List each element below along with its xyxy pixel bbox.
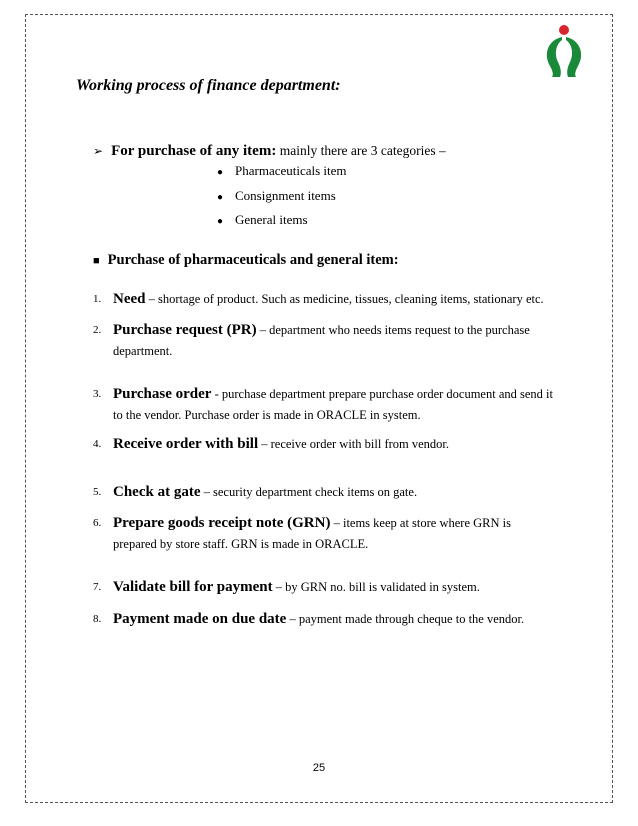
step-item: 1. Need – shortage of product. Such as medicine, tissues, cleaning items, stationary etc. xyxy=(93,291,544,307)
purchase-categories-intro xyxy=(93,143,446,160)
step-title: Payment made on due date xyxy=(113,611,287,627)
step-title: Validate bill for payment xyxy=(113,579,273,595)
arrow-bullet-icon: ➢ xyxy=(93,144,104,158)
step-item: 2. Purchase request (PR) – department who needs items request to the purchase department. xyxy=(93,322,530,358)
sub-heading: ■ Purchase of pharmaceuticals and general item: xyxy=(93,252,399,268)
step-item: 3. Purchase order - purchase department prepare purchase order document and send it to the vendor. Purchase order is made in ORACLE in system. xyxy=(93,386,553,422)
category-list xyxy=(217,160,347,234)
purchase-intro-text: mainly there are 3 categories – xyxy=(276,143,446,158)
step-title: Need xyxy=(113,291,146,307)
step-item: 4. Receive order with bill – receive order with bill from vendor. xyxy=(93,436,450,452)
step-item: 7. Validate bill for payment – by GRN no. bill is validated in system. xyxy=(93,579,480,595)
step-item: 5. Check at gate – security department check items on gate. xyxy=(93,484,418,500)
step-title: Check at gate xyxy=(113,484,201,500)
list-item: ● Pharmaceuticals item xyxy=(217,160,347,185)
step-text: – by GRN no. bill is validated in system. xyxy=(272,580,480,594)
page-number: 25 xyxy=(312,762,326,774)
step-text: – items keep at store where GRN is prepared by store staff. GRN is made in ORACLE. xyxy=(113,516,511,551)
step-item: 6. Prepare goods receipt note (GRN) – items keep at store where GRN is prepared by store staff. GRN is made in ORACLE. xyxy=(93,515,511,551)
step-text: – security department check items on gate. xyxy=(200,485,418,499)
step-text: – receive order with bill from vendor. xyxy=(258,437,450,451)
step-text: – shortage of product. Such as medicine, tissues, cleaning items, stationary etc. xyxy=(145,292,544,306)
step-text: – payment made through cheque to the vendor. xyxy=(286,612,525,626)
hospital-logo xyxy=(540,24,588,78)
list-item: ● Consignment items xyxy=(217,185,347,210)
dot-bullet-icon: ● xyxy=(217,191,224,203)
step-title: Receive order with bill xyxy=(113,436,259,452)
page-heading: Working process of finance department: xyxy=(76,77,341,94)
step-title: Prepare goods receipt note (GRN) xyxy=(113,515,331,531)
purchase-intro-bold: For purchase of any item: xyxy=(111,143,277,159)
dot-bullet-icon: ● xyxy=(217,216,224,227)
step-text: – department who needs items request to the purchase department. xyxy=(113,323,530,358)
list-item: ● General items xyxy=(217,209,347,234)
dot-bullet-icon: ● xyxy=(217,167,224,178)
step-title: Purchase request (PR) xyxy=(113,322,257,338)
step-text: - purchase department prepare purchase order document and send it to the vendor. Purchase order is made in ORACLE in system. xyxy=(113,387,553,422)
step-item: 8. Payment made on due date – payment made through cheque to the vendor. xyxy=(93,611,525,627)
square-bullet-icon: ■ xyxy=(93,255,100,267)
step-title: Purchase order xyxy=(113,386,212,402)
